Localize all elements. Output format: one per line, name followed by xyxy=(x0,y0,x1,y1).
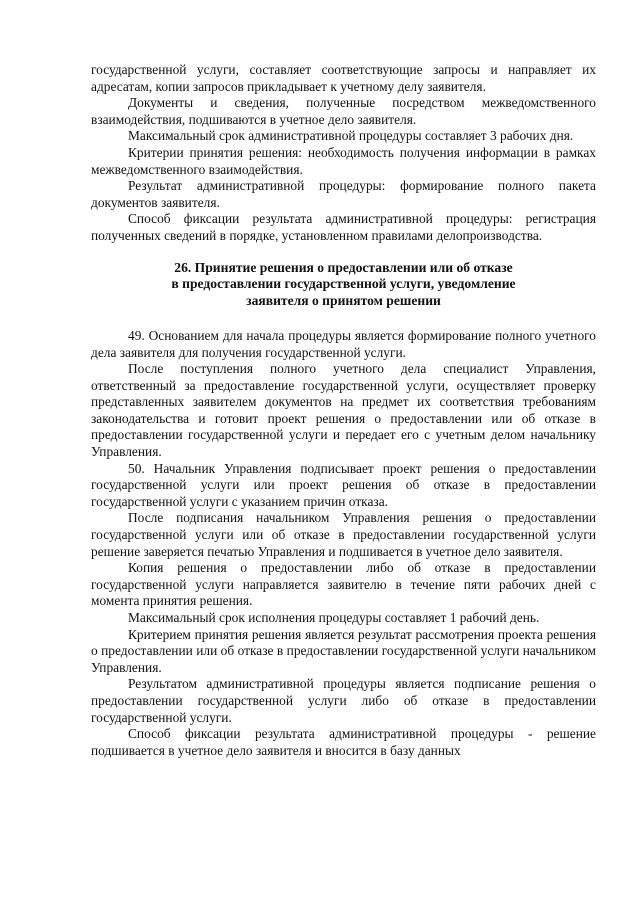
paragraph-continuation: государственной услуги, составляет соответствующие запросы и направляет их адресатам, копии запросов прикладывает к учетному делу заявителя. xyxy=(91,62,596,94)
paragraph: Максимальный срок административной процедуры составляет 3 рабочих дня. xyxy=(128,128,574,144)
paragraph: Максимальный срок исполнения процедуры составляет 1 рабочий день. xyxy=(128,610,540,626)
section-heading-line: 26. Принятие решения о предоставлении или об отказе xyxy=(174,259,513,275)
paragraph: Критерии принятия решения: необходимость получения информации в рамках межведомственного взаимодействия. xyxy=(91,144,596,177)
paragraph: 49. Основанием для начала процедуры является формирование полного учетного дела заявителя для получения государственной услуги. xyxy=(91,327,596,360)
paragraph: Результатом административной процедуры является подписание решения о предоставлении государственной услуги либо об отказе в предоставлении государственной услуги. xyxy=(91,676,596,725)
paragraph: После подписания начальником Управления решения о предоставлении государственной услуги или об отказе в предоставлении государственной услуги решение заверяется печатью Управления и подшивается в учетное дело заявителя. xyxy=(91,510,596,559)
paragraph: Результат административной процедуры: формирование полного пакета документов заявителя. xyxy=(91,178,596,210)
paragraph: Способ фиксации результата административной процедуры - решение подшивается в учетное дело заявителя и вносится в базу данных xyxy=(91,726,596,758)
paragraph: Копия решения о предоставлении либо об отказе в предоставлении государственной услуги направляется заявителю в течение пяти рабочих дней с момента принятия решения. xyxy=(91,560,596,609)
section-heading xyxy=(91,260,596,310)
section-heading-line: заявителя о принятом решении xyxy=(246,293,441,309)
document-body xyxy=(91,62,596,759)
paragraph: Способ фиксации результата административной процедуры: регистрация полученных сведений в порядке, установленном правилами делопроизводства. xyxy=(91,211,596,243)
paragraph: Документы и сведения, полученные посредством межведомственного взаимодействия, подшиваются в учетное дело заявителя. xyxy=(91,95,596,127)
paragraph: После поступления полного учетного дела специалист Управления, ответственный за предоставление государственной услуги, осуществляет проверку представленных заявителем документов на предмет их соответствия требованиям законодательства и готовит проект решения о предоставлении или об отказе в предоставлении государственной услуги и передает его с учетным делом начальнику Управления. xyxy=(91,361,596,460)
paragraph: 50. Начальник Управления подписывает проект решения о предоставлении государственной услуги или проект решения об отказе в предоставлении государственной услуги с указанием причин отказа. xyxy=(91,460,596,509)
section-heading-line: в предоставлении государственной услуги, уведомление xyxy=(171,276,516,292)
paragraph: Критерием принятия решения является результат рассмотрения проекта решения о предоставлении или об отказе в предоставлении государственной услуги начальником Управления. xyxy=(91,626,596,675)
